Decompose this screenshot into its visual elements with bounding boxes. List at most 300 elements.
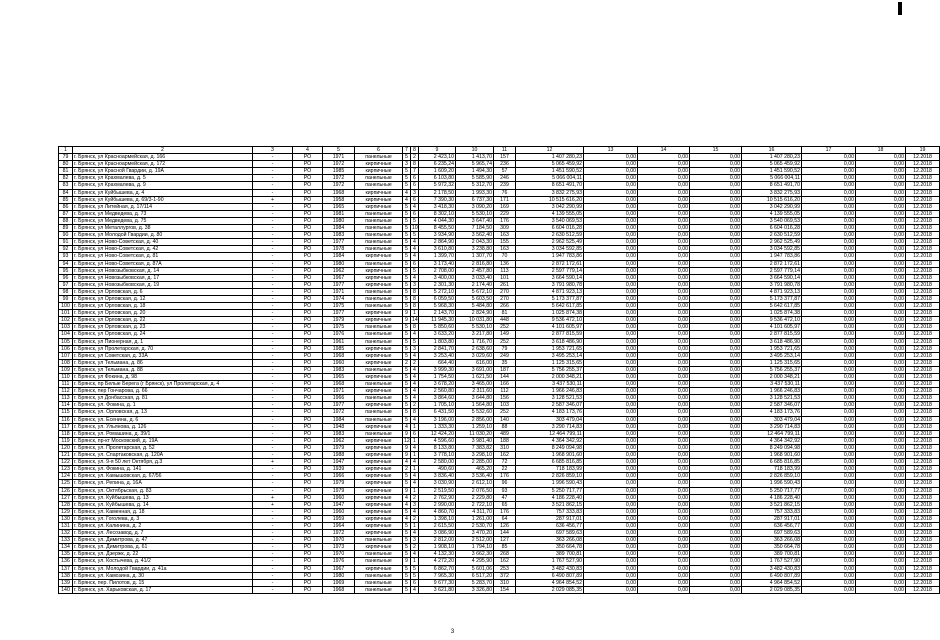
table-cell: 3 470,20 <box>456 530 494 537</box>
table-cell: 2 580,00 <box>419 459 456 466</box>
table-cell: 0,00 <box>802 537 856 544</box>
table-cell: 1 025 874,38 <box>516 310 584 317</box>
table-cell: РО <box>293 473 323 480</box>
table-cell: 0,00 <box>584 466 638 473</box>
table-cell: 1969 <box>323 579 355 586</box>
table-cell: 4 <box>411 459 419 466</box>
table-cell: 1972 <box>323 161 355 168</box>
table-cell: - <box>253 203 293 210</box>
table-cell: 12.2018 <box>906 232 940 239</box>
table-cell: 5 <box>403 274 411 281</box>
table-cell: 65 <box>494 501 516 508</box>
table-cell: 0,00 <box>802 210 856 217</box>
table-cell: - <box>253 168 293 175</box>
table-cell: 0,00 <box>690 168 742 175</box>
table-cell: РО <box>293 317 323 324</box>
table-cell: 114 <box>59 402 73 409</box>
table-cell: 0,00 <box>638 430 690 437</box>
table-cell: кирпичные <box>355 161 403 168</box>
table-cell: 12.2018 <box>906 459 940 466</box>
table-cell: 5 <box>403 366 411 373</box>
table-cell: 1962 <box>323 437 355 444</box>
table-row <box>59 430 940 437</box>
table-cell: 88 <box>59 217 73 224</box>
table-cell: 0,00 <box>856 324 906 331</box>
table-cell: 3 691,00 <box>456 366 494 373</box>
table-cell: 0,00 <box>584 374 638 381</box>
table-cell: 0,00 <box>584 168 638 175</box>
table-cell: 3 253,40 <box>419 352 456 359</box>
table-row <box>59 544 940 551</box>
table-cell: 0,00 <box>638 452 690 459</box>
table-cell: г. Брянск, ул. Камозина, д. 30 <box>73 572 253 579</box>
table-cell: г. Брянск, ул Новозыбковская, д. 19 <box>73 281 253 288</box>
table-cell: 0,00 <box>856 260 906 267</box>
table-cell: 287 917,01 <box>742 515 802 522</box>
table-cell: г. Брянск, ул Крахмалева, д. 9 <box>73 182 253 189</box>
table-cell: кирпичные <box>355 189 403 196</box>
table-cell: 1 025 874,38 <box>742 310 802 317</box>
table-cell: - <box>253 260 293 267</box>
table-cell: 0,00 <box>638 182 690 189</box>
table-cell: панельные <box>355 295 403 302</box>
table-cell: кирпичные <box>355 274 403 281</box>
table-cell: 0,00 <box>584 508 638 515</box>
table-cell: РО <box>293 161 323 168</box>
table-cell: 3 662,30 <box>456 551 494 558</box>
table-cell: г. Брянск, ул Крахмалева, д. 5 <box>73 175 253 182</box>
table-cell: 88 <box>494 423 516 430</box>
table-cell: 0,00 <box>690 175 742 182</box>
table-cell: г. Брянск, ул Ново-Советская, д. 42 <box>73 246 253 253</box>
table-cell: 6 517,20 <box>456 572 494 579</box>
table-cell: 0,00 <box>690 381 742 388</box>
table-cell: 4 <box>411 508 419 515</box>
table-cell: 8 651 491,70 <box>516 182 584 189</box>
table-cell: 3 562,40 <box>456 232 494 239</box>
table-cell: 12 464 799,11 <box>516 430 584 437</box>
table-cell: 12.2018 <box>906 494 940 501</box>
register-sheet <box>58 146 932 594</box>
table-cell: 101 <box>59 310 73 317</box>
table-cell: 249 <box>494 352 516 359</box>
table-cell: 5 <box>403 381 411 388</box>
table-cell: 0,00 <box>690 374 742 381</box>
table-cell: 5 <box>403 288 411 295</box>
table-cell: г. Брянск, ул Тельмана, д. 88 <box>73 366 253 373</box>
table-cell: 2 630 512,59 <box>742 232 802 239</box>
table-cell: г. Брянск, ул. Гоголева, д. 3 <box>73 515 253 522</box>
table-cell: 112 <box>494 388 516 395</box>
table-cell: 252 <box>494 338 516 345</box>
table-cell: 139 <box>59 579 73 586</box>
table-cell: 718 183,99 <box>516 466 584 473</box>
table-cell: панельные <box>355 210 403 217</box>
table-cell: РО <box>293 352 323 359</box>
table-cell: 2 587 346,07 <box>516 402 584 409</box>
table-cell: 81 <box>59 168 73 175</box>
table-cell: 0,00 <box>638 388 690 395</box>
table-cell: 0,00 <box>638 203 690 210</box>
table-cell: 5 <box>403 281 411 288</box>
table-cell: 0,00 <box>638 345 690 352</box>
table-cell: 2 <box>411 359 419 366</box>
table-cell: 0,00 <box>802 551 856 558</box>
table-cell: 0,00 <box>638 487 690 494</box>
table-cell: 1947 <box>323 459 355 466</box>
table-cell: 109 <box>59 366 73 373</box>
table-cell: - <box>253 473 293 480</box>
table-cell: 89 <box>59 225 73 232</box>
table-cell: кирпичные <box>355 253 403 260</box>
table-cell: - <box>253 352 293 359</box>
table-body <box>59 154 940 594</box>
table-cell: 140 <box>494 416 516 423</box>
table-cell: 118 <box>59 430 73 437</box>
table-cell: 0,00 <box>856 288 906 295</box>
table-cell: 0,00 <box>690 459 742 466</box>
table-cell: 12.2018 <box>906 154 940 161</box>
column-number-5: 5 <box>323 147 355 154</box>
table-row <box>59 281 940 288</box>
table-cell: 0,00 <box>802 338 856 345</box>
table-cell: 3 418,30 <box>419 203 456 210</box>
table-cell: 3 298,10 <box>456 452 494 459</box>
table-cell: 1 621,50 <box>456 374 494 381</box>
table-cell: 757 333,83 <box>742 508 802 515</box>
table-cell: 133 <box>59 537 73 544</box>
table-cell: 12.2018 <box>906 409 940 416</box>
table-cell: 0,00 <box>802 345 856 352</box>
table-cell: РО <box>293 366 323 373</box>
table-cell: 2 826 859,10 <box>742 473 802 480</box>
table-cell: 1 767 527,90 <box>516 558 584 565</box>
table-cell: 1 794,10 <box>456 544 494 551</box>
table-cell: 1 407 280,23 <box>742 154 802 161</box>
table-cell: 4 <box>403 494 411 501</box>
table-cell: 389 700,81 <box>516 551 584 558</box>
column-number-11: 11 <box>494 147 516 154</box>
table-cell: 12.2018 <box>906 430 940 437</box>
table-row <box>59 267 940 274</box>
table-cell: 6 <box>411 260 419 267</box>
table-cell: 2 <box>411 154 419 161</box>
table-cell: 4 139 555,05 <box>742 210 802 217</box>
table-cell: 1 968 901,60 <box>516 452 584 459</box>
table-cell: 100 <box>59 303 73 310</box>
table-cell: 2 174,40 <box>456 281 494 288</box>
table-cell: г. Брянск, ул. Каменная, д. 18 <box>73 508 253 515</box>
table-cell: 0,00 <box>638 473 690 480</box>
table-cell: 0,00 <box>690 288 742 295</box>
table-cell: 110 <box>59 374 73 381</box>
table-cell: 363 266,08 <box>516 537 584 544</box>
table-row <box>59 537 940 544</box>
table-cell: 1 947 783,86 <box>742 253 802 260</box>
table-cell: 270 <box>494 288 516 295</box>
table-cell: 0,00 <box>856 345 906 352</box>
table-cell: 0,00 <box>638 352 690 359</box>
table-cell: 149 <box>494 331 516 338</box>
table-cell: 12.2018 <box>906 260 940 267</box>
table-cell: 0,00 <box>802 579 856 586</box>
table-cell: 3 644,80 <box>456 395 494 402</box>
table-cell: 113 <box>59 395 73 402</box>
table-cell: - <box>253 175 293 182</box>
table-cell: 0,00 <box>584 246 638 253</box>
table-cell: 0,00 <box>584 189 638 196</box>
table-cell: - <box>253 345 293 352</box>
table-cell: - <box>253 437 293 444</box>
table-cell: 5 672,10 <box>456 288 494 295</box>
table-cell: 82 <box>59 175 73 182</box>
table-cell: - <box>253 480 293 487</box>
table-cell: г. Брянск, ул Металлургов, д. 38 <box>73 225 253 232</box>
table-cell: 1 398,10 <box>419 515 456 522</box>
table-cell: 0,00 <box>690 217 742 224</box>
column-number-15: 15 <box>690 147 742 154</box>
table-cell: 1 996 590,43 <box>516 480 584 487</box>
table-cell: 0,00 <box>690 395 742 402</box>
table-cell: 0,00 <box>584 487 638 494</box>
table-cell: 0,00 <box>802 232 856 239</box>
table-cell: 0,00 <box>584 253 638 260</box>
table-cell: г. Брянск, ул Орловская, д. 18 <box>73 303 253 310</box>
table-cell: 0,00 <box>690 444 742 451</box>
table-cell: 0,00 <box>690 239 742 246</box>
table-cell: 2 <box>411 494 419 501</box>
table-cell: 103 <box>494 402 516 409</box>
table-cell: г. Брянск, ул. 9-я 50 лет Октября, д.3 <box>73 459 253 466</box>
table-cell: 12.2018 <box>906 515 940 522</box>
table-cell: 2 076,50 <box>456 487 494 494</box>
table-cell: 3 128 521,53 <box>516 395 584 402</box>
table-cell: 6 490 807,89 <box>742 572 802 579</box>
table-cell: + <box>253 494 293 501</box>
table-cell: 119 <box>59 437 73 444</box>
table-cell: 106 <box>59 345 73 352</box>
table-cell: РО <box>293 572 323 579</box>
table-cell: кирпичные <box>355 444 403 451</box>
table-cell: 0,00 <box>690 586 742 593</box>
table-cell: 0,00 <box>584 381 638 388</box>
table-cell: г. Брянск, ул Орловская, д. 12 <box>73 295 253 302</box>
table-cell: 12.2018 <box>906 267 940 274</box>
table-cell: г. Брянск, ул Медведева, д. 73 <box>73 210 253 217</box>
table-cell: 124 <box>59 473 73 480</box>
table-cell: 0,00 <box>856 281 906 288</box>
table-cell: г. Брянск, ул Ново-Советская, д. 81 <box>73 253 253 260</box>
table-cell: 3 495 253,14 <box>516 352 584 359</box>
table-cell: кирпичные <box>355 345 403 352</box>
table-cell: 83 <box>59 182 73 189</box>
table-cell: панельные <box>355 232 403 239</box>
table-cell: - <box>253 288 293 295</box>
table-cell: 144 <box>494 530 516 537</box>
table-cell: 0,00 <box>584 544 638 551</box>
table-cell: - <box>253 374 293 381</box>
table-cell: 2 512,00 <box>456 537 494 544</box>
table-cell: 12.2018 <box>906 388 940 395</box>
table-cell: 0,00 <box>638 381 690 388</box>
table-cell: 6 604 016,28 <box>516 225 584 232</box>
table-cell: г. Брянск, ул Красноармейская, д. 172 <box>73 161 253 168</box>
table-cell: 4 311,70 <box>456 508 494 515</box>
table-cell: 0,00 <box>690 310 742 317</box>
table-cell: 1 259,10 <box>456 423 494 430</box>
table-cell: 5 <box>403 324 411 331</box>
table-cell: 3 437 530,11 <box>516 381 584 388</box>
table-row <box>59 423 940 430</box>
table-cell: 1976 <box>323 331 355 338</box>
table-cell: панельные <box>355 331 403 338</box>
table-cell: 0,00 <box>584 452 638 459</box>
table-cell: - <box>253 515 293 522</box>
table-cell: 1962 <box>323 267 355 274</box>
table-cell: 236 <box>494 161 516 168</box>
table-cell: 1980 <box>323 217 355 224</box>
table-cell: 0,00 <box>638 501 690 508</box>
table-cell: 0,00 <box>690 196 742 203</box>
table-cell: 103 <box>59 324 73 331</box>
table-cell: 1968 <box>323 352 355 359</box>
column-number-row <box>59 147 940 154</box>
table-cell: 5 <box>411 565 419 572</box>
table-cell: кирпичные <box>355 501 403 508</box>
table-cell: 1964 <box>323 522 355 529</box>
table-cell: 0,00 <box>638 466 690 473</box>
table-cell: 3 030,90 <box>419 480 456 487</box>
table-cell: 12.2018 <box>906 444 940 451</box>
table-cell: 8 <box>411 161 419 168</box>
table-cell: 0,00 <box>584 572 638 579</box>
table-cell: 5 850,60 <box>419 324 456 331</box>
table-cell: 0,00 <box>690 203 742 210</box>
table-cell: 1 307,70 <box>456 253 494 260</box>
table-cell: РО <box>293 402 323 409</box>
table-cell: 0,00 <box>856 444 906 451</box>
table-cell: РО <box>293 253 323 260</box>
table-cell: 1947 <box>323 501 355 508</box>
table-cell: 0,00 <box>690 345 742 352</box>
table-cell: 718 183,99 <box>742 466 802 473</box>
table-row <box>59 310 940 317</box>
table-cell: панельные <box>355 558 403 565</box>
table-cell: 0,00 <box>802 331 856 338</box>
table-cell: 3 832 275,93 <box>516 189 584 196</box>
table-cell: 12.2018 <box>906 288 940 295</box>
table-cell: 3 618 486,90 <box>516 338 584 345</box>
table-cell: 12.2018 <box>906 303 940 310</box>
table-cell: 1971 <box>323 288 355 295</box>
table-cell: 6 862,70 <box>419 565 456 572</box>
table-cell: 7 390,30 <box>419 196 456 203</box>
table-row <box>59 416 940 423</box>
table-cell: 0,00 <box>638 274 690 281</box>
table-cell: 0,00 <box>584 388 638 395</box>
table-cell: 5 <box>403 416 411 423</box>
table-cell: 5 065 459,92 <box>516 161 584 168</box>
table-cell: РО <box>293 210 323 217</box>
table-cell: 86 <box>59 203 73 210</box>
table-cell: 5 <box>403 586 411 593</box>
table-cell: 0,00 <box>584 558 638 565</box>
table-cell: РО <box>293 508 323 515</box>
table-cell: 2 864,90 <box>419 239 456 246</box>
table-cell: 127 <box>494 537 516 544</box>
table-row <box>59 565 940 572</box>
table-cell: 0,00 <box>638 444 690 451</box>
table-cell: 2 722,10 <box>456 501 494 508</box>
table-cell: 3 217,80 <box>456 331 494 338</box>
table-cell: РО <box>293 466 323 473</box>
column-number-9: 9 <box>419 147 456 154</box>
table-cell: 3 437 530,11 <box>742 381 802 388</box>
table-cell: 3 173,40 <box>419 260 456 267</box>
table-cell: 4 <box>403 515 411 522</box>
table-cell: 1965 <box>323 203 355 210</box>
table-cell: 1974 <box>323 295 355 302</box>
table-cell: г. Брянск, ул Тельмана, д. 86 <box>73 359 253 366</box>
table-cell: 0,00 <box>802 274 856 281</box>
table-row <box>59 345 940 352</box>
table-cell: 0,00 <box>856 416 906 423</box>
table-cell: - <box>253 295 293 302</box>
table-cell: 10 <box>412 225 418 232</box>
table-cell: 4 860,70 <box>419 508 456 515</box>
table-cell: РО <box>293 551 323 558</box>
table-cell: РО <box>293 565 323 572</box>
table-cell: 0,00 <box>690 515 742 522</box>
table-cell: 3 128 521,53 <box>742 395 802 402</box>
table-cell: РО <box>293 232 323 239</box>
table-row <box>59 210 940 217</box>
table-cell: 0,00 <box>856 338 906 345</box>
table-cell: 0,00 <box>856 459 906 466</box>
table-cell: 636 456,77 <box>516 522 584 529</box>
column-number-19: 19 <box>906 147 940 154</box>
table-cell: 116 <box>59 416 73 423</box>
table-cell: 0,00 <box>856 551 906 558</box>
table-row <box>59 246 940 253</box>
table-cell: 9 <box>403 310 411 317</box>
table-cell: 0,00 <box>802 522 856 529</box>
table-cell: панельные <box>355 182 403 189</box>
table-cell: 0,00 <box>856 210 906 217</box>
table-row <box>59 466 940 473</box>
table-cell: г. Брянск, ул. Димитрова, д. 61 <box>73 544 253 551</box>
table-cell: 303 479,04 <box>516 416 584 423</box>
table-cell: 0,00 <box>690 352 742 359</box>
table-cell: + <box>253 459 293 466</box>
table-cell: 0,00 <box>584 473 638 480</box>
table-cell: 253 <box>494 565 516 572</box>
table-cell: 0,00 <box>584 196 638 203</box>
table-cell: 2 000 348,21 <box>516 374 584 381</box>
table-cell: РО <box>293 381 323 388</box>
table-cell: 12.2018 <box>906 366 940 373</box>
table-cell: 664,40 <box>419 359 456 366</box>
table-cell: - <box>253 303 293 310</box>
table-cell: 5 <box>403 303 411 310</box>
table-cell: 176 <box>494 217 516 224</box>
table-cell: 697 589,63 <box>516 530 584 537</box>
table-cell: 1 333,30 <box>419 423 456 430</box>
table-cell: 0,00 <box>802 487 856 494</box>
table-cell: г. Брянск, ул Красноармейская, д. 166 <box>73 154 253 161</box>
table-cell: 1966 <box>323 473 355 480</box>
table-cell: 0,00 <box>638 217 690 224</box>
